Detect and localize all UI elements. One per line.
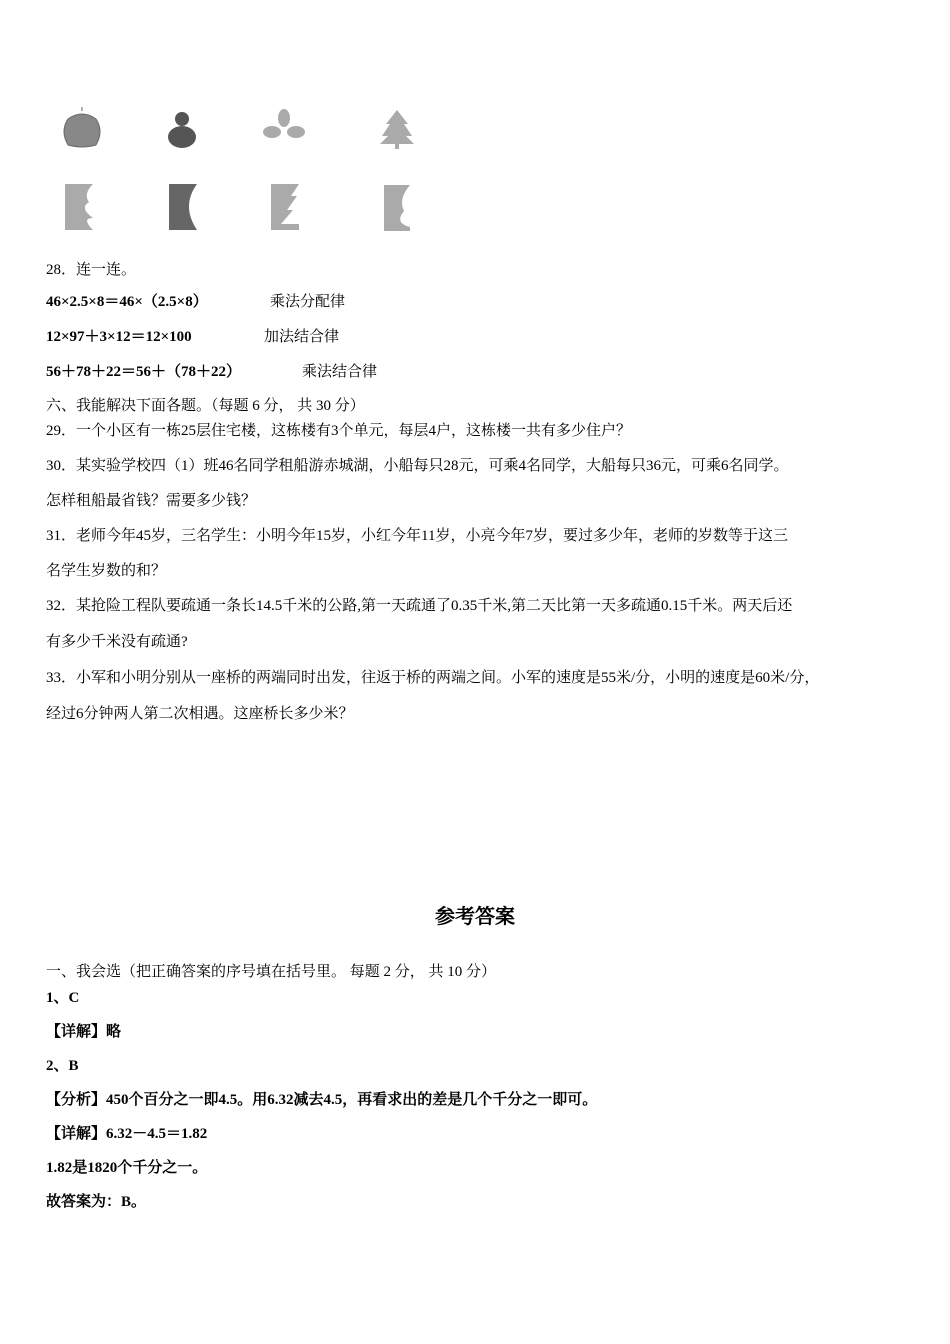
q31-line1: 31．老师今年45岁，三名学生：小明今年15岁，小红今年11岁，小亮今年7岁，要过多少年，老师的岁数等于这三 bbox=[46, 528, 788, 544]
q28-left-1: 46×2.5×8＝46×（2.5×8） bbox=[46, 294, 208, 310]
answers-heading: 一、我会选（把正确答案的序号填在括号里。 每题 2 分， 共 10 分） bbox=[46, 964, 497, 980]
cutout-3-image bbox=[269, 182, 301, 232]
q30-line2: 怎样租船最省钱？需要多少钱？ bbox=[46, 493, 257, 509]
q28-left-3: 56＋78＋22＝56＋（78＋22） bbox=[46, 364, 242, 380]
answer-1-detail: 【详解】略 bbox=[46, 1024, 122, 1040]
cutout-2-image bbox=[167, 182, 199, 232]
answer-2-detail: 【详解】6.32－4.5＝1.82 bbox=[46, 1126, 208, 1142]
answer-2: 2、B bbox=[46, 1058, 79, 1074]
q28-right-1: 乘法分配律 bbox=[270, 294, 346, 310]
tree-shape-image bbox=[378, 108, 416, 150]
section6-heading: 六、我能解决下面各题。（每题 6 分， 共 30 分） bbox=[46, 398, 365, 414]
q32-line2: 有多少千米没有疏通? bbox=[46, 634, 188, 650]
q33-line1: 33．小军和小明分别从一座桥的两端同时出发，往返于桥的两端之间。小军的速度是55米/分，小明的速度是60米/分， bbox=[46, 670, 820, 686]
q28-right-2: 加法结合律 bbox=[264, 329, 340, 345]
q28-left-2: 12×97＋3×12＝12×100 bbox=[46, 329, 192, 345]
flower-shape-image bbox=[262, 108, 307, 148]
answer-2-analysis: 【分析】450个百分之一即4.5。用6.32减去4.5，再看求出的差是几个千分之一即可。 bbox=[46, 1092, 598, 1108]
q28-right-3: 乘法结合律 bbox=[302, 364, 378, 380]
answer-2-conclusion: 故答案为：B。 bbox=[46, 1194, 147, 1210]
answers-title: 参考答案 bbox=[435, 906, 515, 928]
cutout-1-image bbox=[63, 182, 95, 232]
q28-title: 28．连一连。 bbox=[46, 262, 137, 278]
q33-line2: 经过6分钟两人第二次相遇。这座桥长多少米？ bbox=[46, 706, 354, 722]
answer-2-explanation: 1.82是1820个千分之一。 bbox=[46, 1160, 208, 1176]
q30-line1: 30．某实验学校四（1）班46名同学租船游赤城湖，小船每只28元，可乘4名同学，大船每只36元，可乘6名同学。 bbox=[46, 458, 789, 474]
answer-1: 1、C bbox=[46, 990, 80, 1006]
gourd-shape-image bbox=[162, 105, 202, 150]
q31-line2: 名学生岁数的和？ bbox=[46, 563, 167, 579]
q32-line1: 32．某抢险工程队要疏通一条长14.5千米的公路,第一天疏通了0.35千米,第二天比第一天多疏通0.15千米。两天后还 bbox=[46, 598, 793, 614]
q29: 29．一个小区有一栋25层住宅楼，这栋楼有3个单元，每层4户，这栋楼一共有多少住户？ bbox=[46, 423, 632, 439]
cutout-4-image bbox=[382, 183, 412, 233]
apple-shape-image bbox=[60, 105, 105, 150]
